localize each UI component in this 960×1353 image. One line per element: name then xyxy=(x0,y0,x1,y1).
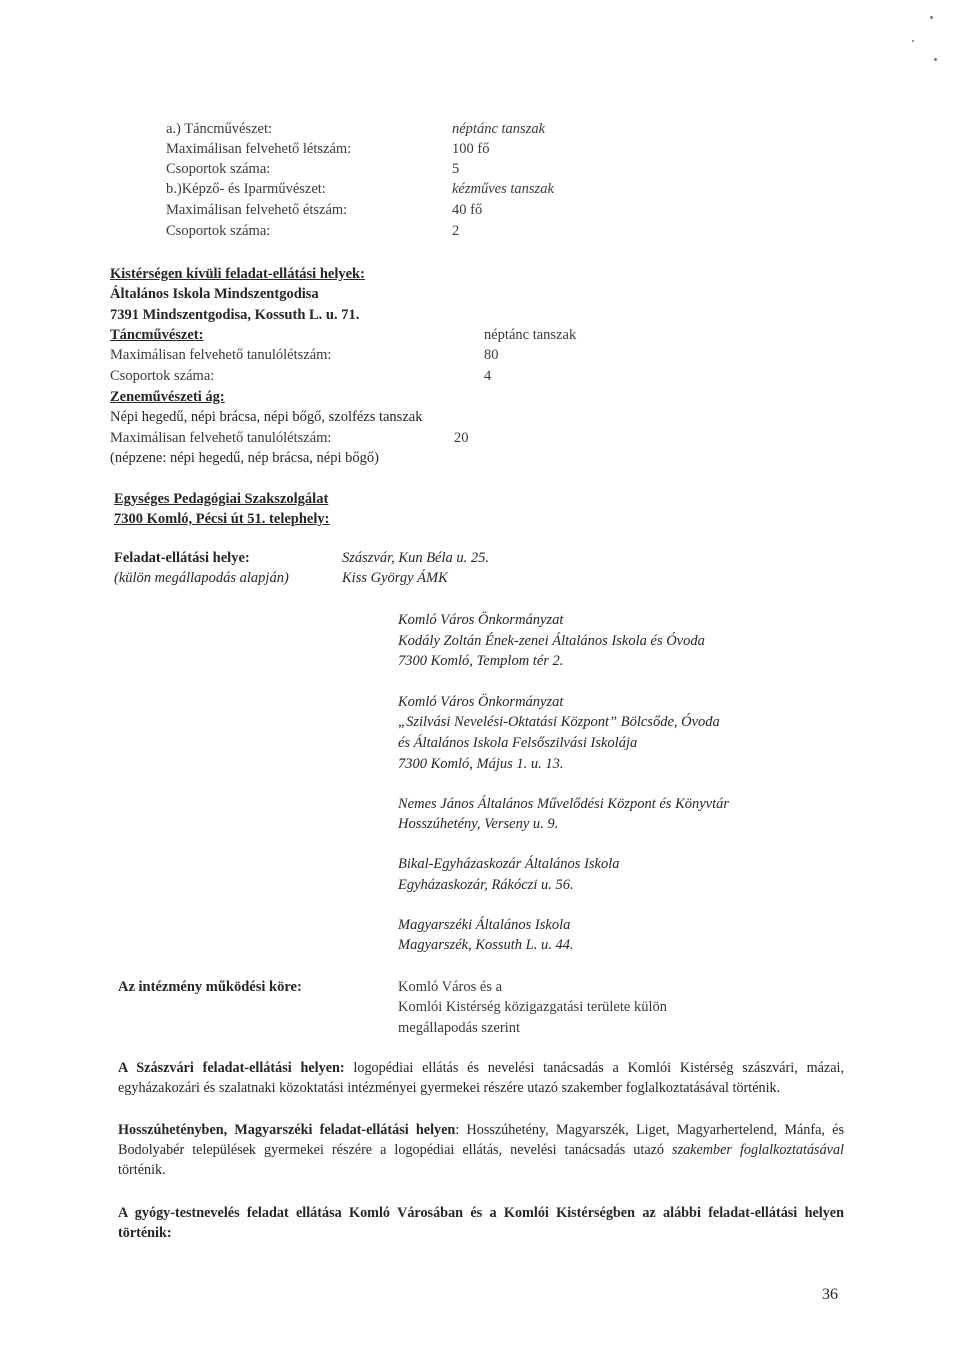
dance-department: néptánc tanszak xyxy=(484,327,577,343)
site-line: Komló Város Önkormányzat xyxy=(398,612,564,628)
paragraph-lead: A Szászvári feladat-ellátási helyen: xyxy=(118,1060,345,1076)
paragraph-hosszuheteny xyxy=(118,1120,844,1180)
site-line: és Általános Iskola Felsőszilvási Iskolája xyxy=(398,735,638,751)
paragraph-text: : Hosszúhetény, Magyarszék, Liget, Magyarhertelend, Mánfa, és Bodolyabér települések gyermekei részére a logopédiai ellátás, nevelési tanácsadás utazó xyxy=(118,1122,844,1158)
task-site-label: Feladat-ellátási helye: xyxy=(114,550,250,566)
section-b-max-label: Maximálisan felvehető étszám: xyxy=(166,202,348,218)
outside-school-address: 7391 Mindszentgodisa, Kossuth L. u. 71. xyxy=(110,307,360,323)
dance-max-label: Maximálisan felvehető tanulólétszám: xyxy=(110,347,332,363)
music-heading: Zeneművészeti ág: xyxy=(110,389,225,405)
paragraph-lead: Hosszúhetényben, Magyarszéki feladat-ellátási helyen xyxy=(118,1122,456,1138)
scope-line-1: Komló Város és a xyxy=(398,979,503,995)
music-max-value: 20 xyxy=(454,430,469,446)
section-a-groups-value: 5 xyxy=(452,161,460,177)
paragraph-text: logopédiai ellátás és nevelési tanácsadás a Komlói Kistérség szászvári, mázai, egyházakozári és szalatnaki közoktatási intézményei gyermekei részére utazó szakember foglalkoztatásával történik. xyxy=(118,1060,844,1096)
section-a-label: a.) Táncművészet: xyxy=(166,121,273,137)
section-b-groups-value: 2 xyxy=(452,223,460,239)
site-line: Komló Város Önkormányzat xyxy=(398,694,564,710)
scope-line-2: Komlói Kistérség közigazgatási területe külön xyxy=(398,999,667,1015)
scope-line-3: megállapodás szerint xyxy=(398,1020,520,1036)
section-a-max-value: 100 fő xyxy=(452,141,490,157)
site-line: 7300 Komló, Május 1. u. 13. xyxy=(398,756,564,772)
paragraph-szaszvar xyxy=(118,1058,844,1098)
dance-heading: Táncművészet: xyxy=(110,327,204,343)
scan-speck xyxy=(930,16,933,19)
section-b-groups-label: Csoportok száma: xyxy=(166,223,271,239)
scan-speck xyxy=(934,58,937,61)
task-site-note: (külön megállapodás alapján) xyxy=(114,570,289,586)
section-a-groups-label: Csoportok száma: xyxy=(166,161,271,177)
site-line: Hosszúhetény, Verseny u. 9. xyxy=(398,816,559,832)
scope-label: Az intézmény működési köre: xyxy=(118,979,302,995)
task-site-1-address: Szászvár, Kun Béla u. 25. xyxy=(342,550,490,566)
paragraph-italic: szakember foglalkoztatásával xyxy=(672,1142,844,1158)
site-line: Egyházaskozár, Rákóczi u. 56. xyxy=(398,877,574,893)
site-line: Bikal-Egyházaskozár Általános Iskola xyxy=(398,856,620,872)
site-line: Magyarszék, Kossuth L. u. 44. xyxy=(398,937,574,953)
music-note: (népzene: népi hegedű, nép brácsa, népi bőgő) xyxy=(110,450,379,466)
section-b-value: kézműves tanszak xyxy=(452,181,554,197)
outside-school-name: Általános Iskola Mindszentgodisa xyxy=(110,286,319,302)
dance-max-value: 80 xyxy=(484,347,499,363)
section-b-label: b.)Képző- és Iparművészet: xyxy=(166,181,326,197)
site-line: „Szilvási Nevelési-Oktatási Központ” Bölcsőde, Óvoda xyxy=(398,714,720,730)
site-line: Kodály Zoltán Ének-zenei Általános Iskola és Óvoda xyxy=(398,633,705,649)
section-a-value: néptánc tanszak xyxy=(452,121,546,137)
section-a-max-label: Maximálisan felvehető létszám: xyxy=(166,141,352,157)
dance-groups-label: Csoportok száma: xyxy=(110,368,215,384)
paragraph-text-end: történik. xyxy=(118,1162,166,1178)
scan-speck xyxy=(912,40,914,42)
site-line: Nemes János Általános Művelődési Központ és Könyvtár xyxy=(398,796,730,812)
task-site-1-name: Kiss György ÁMK xyxy=(342,570,448,586)
music-max-label: Maximálisan felvehető tanulólétszám: xyxy=(110,430,332,446)
eps-heading: Egységes Pedagógiai Szakszolgálat xyxy=(114,491,329,507)
eps-address: 7300 Komló, Pécsi út 51. telephely: xyxy=(114,511,330,527)
page-number: 36 xyxy=(822,1286,838,1303)
section-b-max-value: 40 fő xyxy=(452,202,483,218)
outside-sites-heading: Kistérségen kívüli feladat-ellátási helyek: xyxy=(110,266,365,282)
site-line: 7300 Komló, Templom tér 2. xyxy=(398,653,564,669)
paragraph-gyogytestneveles: A gyógy-testnevelés feladat ellátása Komló Városában és a Komlói Kistérségben az alábbi feladat-ellátási helyen történik: xyxy=(118,1205,844,1241)
site-line: Magyarszéki Általános Iskola xyxy=(398,917,571,933)
dance-groups-value: 4 xyxy=(484,368,492,384)
music-departments: Népi hegedű, népi brácsa, népi bőgő, szolfézs tanszak xyxy=(110,409,423,425)
